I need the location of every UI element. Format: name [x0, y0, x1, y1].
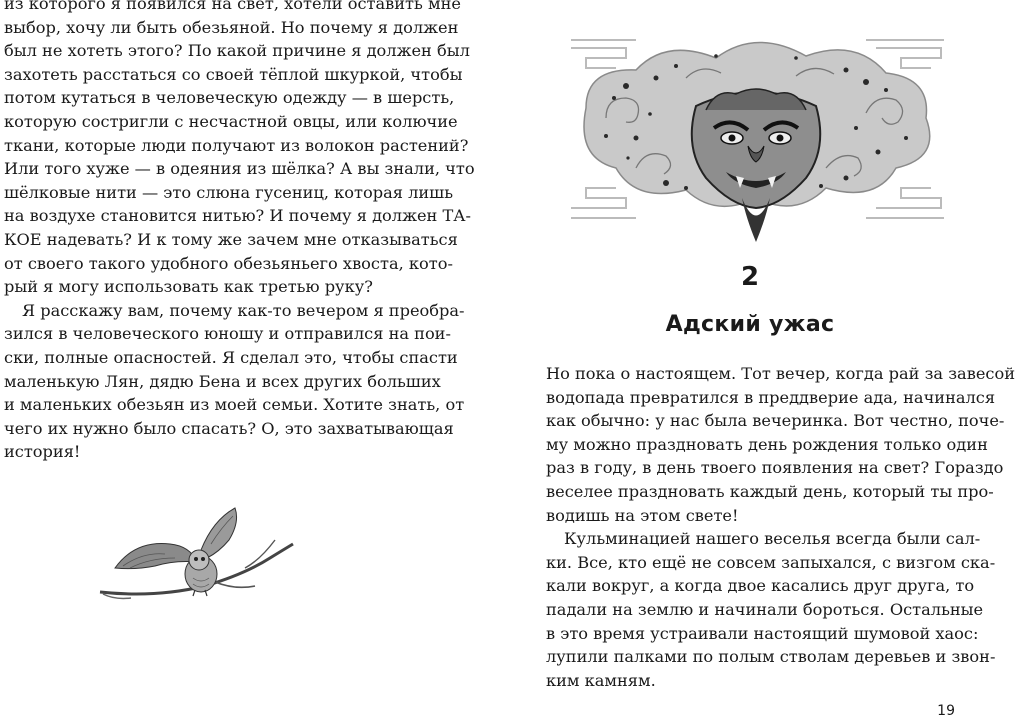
text-line: был не хотеть этого? По какой причине я должен был — [4, 41, 470, 61]
text-line: КОЕ надевать? И к тому же зачем мне отказываться — [4, 229, 458, 249]
text-line: му можно праздновать день рождения только один — [546, 434, 988, 454]
text-line: чего их нужно было спасать? О, это захватывающая — [4, 418, 454, 438]
owl-illustration — [95, 500, 300, 610]
chapter-number: 2 — [740, 262, 760, 292]
text-line: в это время устраивали настоящий шумовой хаос: — [546, 623, 979, 643]
text-line: на воздухе становится нитью? И почему я должен ТА- — [4, 206, 471, 226]
text-line: водишь на этом свете! — [546, 505, 739, 525]
text-line: веселее праздновать каждый день, который ты про- — [546, 481, 994, 501]
text-line: маленькую Лян, дядю Бена и всех других больших — [4, 371, 441, 391]
text-line: ким камням. — [546, 670, 656, 690]
left-page — [0, 0, 480, 722]
paragraph-start-line: Кульминацией нашего веселья всегда были сал- — [564, 529, 981, 549]
text-line: кали вокруг, а когда двое касались друг друга, то — [546, 576, 975, 596]
text-line: захотеть расстаться со своей тёплой шкуркой, чтобы — [4, 64, 463, 84]
text-line: и маленьких обезьян из моей семьи. Хотите знать, от — [4, 395, 465, 415]
left-page-text — [4, 0, 475, 464]
text-line: от своего такого удобного обезьяньего хвоста, кото- — [4, 253, 453, 273]
text-line: падали на землю и начинали бороться. Остальные — [546, 599, 984, 619]
page-number: 19 — [937, 703, 955, 719]
text-line: водопада превратился в преддверие ада, начинался — [546, 387, 996, 407]
text-line: выбор, хочу ли быть обезьяной. Но почему я должен — [4, 17, 459, 37]
text-line: шёлковые нити — это слюна гусениц, которая лишь — [4, 182, 454, 202]
text-line: ткани, которые люди получают из волокон растений? — [4, 135, 469, 155]
chapter-title: Адский ужас — [665, 312, 835, 337]
text-line: Но пока о настоящем. Тот вечер, когда рай за завесой — [546, 364, 1016, 383]
text-line: из которого я появился на свет, хотели оставить мне — [4, 0, 461, 13]
paragraph-start-line: Я расскажу вам, почему как-то вечером я преобра- — [22, 300, 465, 320]
text-line: как обычно: у нас была вечеринка. Вот честно, поче- — [546, 411, 1005, 431]
text-line: рый я могу использовать как третью руку? — [4, 277, 373, 297]
text-line: потом кутаться в человеческую одежду — в шерсть, — [4, 88, 455, 108]
text-line: раз в году, в день твоего появления на свет? Гораздо — [546, 458, 1004, 478]
text-line: которую состригли с несчастной овцы, или колючие — [4, 111, 458, 131]
right-page — [480, 0, 1016, 722]
text-line: история! — [4, 442, 81, 462]
text-line: ки. Все, кто ещё не совсем запыхался, с визгом ска- — [546, 552, 996, 572]
text-line: лупили палками по полым стволам деревьев и звон- — [546, 647, 996, 667]
text-line: ски, полные опасностей. Я сделал это, чтобы спасти — [4, 347, 458, 367]
text-line: Или того хуже — в одеяния из шёлка? А вы знали, что — [4, 159, 475, 179]
right-page-text — [546, 362, 1016, 692]
demon-mask-illustration — [566, 18, 946, 248]
text-line: зился в человеческого юношу и отправился на пои- — [4, 324, 451, 344]
